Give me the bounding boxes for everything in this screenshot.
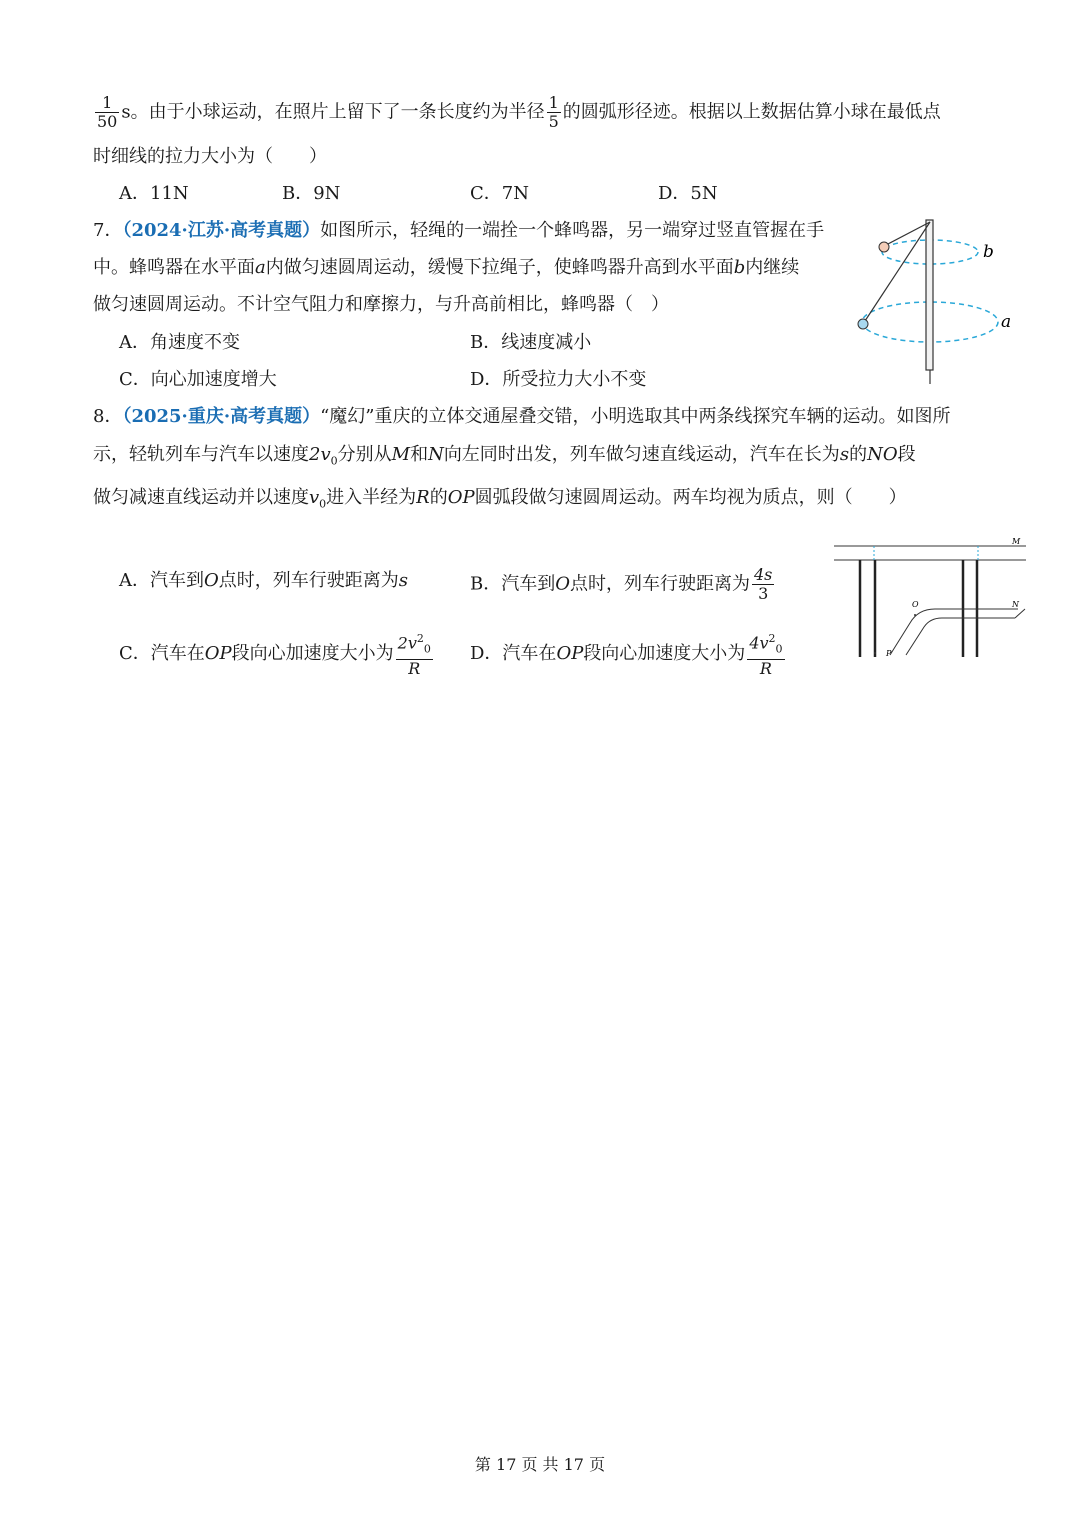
label-P: P <box>886 649 892 658</box>
vertical-tube <box>926 220 933 370</box>
fraction-1-50: $\frac{1}{50}$ <box>97 93 118 131</box>
q8-option-d: D．汽车在OP段向心加速度大小为 $\frac{4v^2_0}{R}$ <box>470 632 783 678</box>
q8-line-3: 做匀减速直线运动并以速度$v_0$进入半经为R的OP圆弧段做匀速圆周运动。两车均视为质点，则（ ） <box>93 487 907 511</box>
label-N: N <box>1012 600 1019 609</box>
fraction-4v0sq-R: $\frac{4v^2_0}{R}$ <box>749 632 783 678</box>
fraction-2v0sq-R: $\frac{2v^2_0}{R}$ <box>397 632 431 678</box>
q6-option-d: D．5N <box>658 183 718 204</box>
q6-line-2: 时细线的拉力大小为（ ） <box>93 146 327 167</box>
string-lower <box>863 222 930 324</box>
q6-option-c: C．7N <box>470 183 529 204</box>
label-M: M <box>1012 537 1021 546</box>
q8-line-1: 8．（2025·重庆·高考真题）“魔幻”重庆的立体交通屋叠交错，小明选取其中两条线探究车辆的运动。如图所 <box>93 406 951 427</box>
q7-line-1: 7．（2024·江苏·高考真题）如图所示，轻绳的一端拴一个蜂鸣器，另一端穿过竖直管握在手 <box>93 220 825 241</box>
q7-line-2: 中。蜂鸣器在水平面a内做匀速圆周运动，缓慢下拉绳子，使蜂鸣器升高到水平面b内继续 <box>93 257 800 278</box>
q6-option-a: A．11N <box>119 183 189 204</box>
q8-line-2: 示，轻轨列车与汽车以速度$2v_0$分别从M和N向左同时出发，列车做匀速直线运动，汽车在长为s的NO段 <box>93 444 916 468</box>
road-upper-edge <box>890 609 1018 655</box>
fraction-4s-3: $\frac{4s}{3}$ <box>754 565 773 603</box>
q7-option-a: A．角速度不变 <box>119 332 240 353</box>
road-lower-edge <box>906 618 1015 655</box>
label-O: O <box>912 600 919 609</box>
q8-option-b: B．汽车到O点时，列车行驶距离为 $\frac{4s}{3}$ <box>470 565 773 603</box>
page-footer: 第 17 页 共 17 页 <box>474 1455 606 1474</box>
q6-line-1: $\frac{1}{50}$ s。由于小球运动，在照片上留下了一条长度约为半径 $\frac{1}{5}$ 的圆弧形径迹。根据以上数据估算小球在最低点 <box>97 93 941 131</box>
label-a: a <box>1001 312 1012 332</box>
fraction-1-5: $\frac{1}{5}$ <box>548 93 559 131</box>
q8-figure-traffic <box>830 535 1030 660</box>
q7-line-3: 做匀速圆周运动。不计空气阻力和摩擦力，与升高前相比，蜂鸣器（ ） <box>93 294 669 315</box>
q7-option-d: D．所受拉力大小不变 <box>470 369 647 390</box>
q7-figure-buzzer <box>850 212 1030 392</box>
q7-option-c: C．向心加速度增大 <box>119 369 277 390</box>
q8-source-tag: （2025·重庆·高考真题） <box>122 406 321 427</box>
buzzer-upper <box>879 242 889 252</box>
label-b: b <box>983 242 994 262</box>
q8-option-c: C．汽车在OP段向心加速度大小为 $\frac{2v^2_0}{R}$ <box>119 632 431 678</box>
buzzer-lower <box>858 319 868 329</box>
q7-option-b: B．线速度减小 <box>470 332 592 353</box>
q6-option-b: B．9N <box>282 183 341 204</box>
q7-source-tag: （2024·江苏·高考真题） <box>122 220 321 241</box>
string-upper <box>884 222 930 246</box>
q8-option-a: A．汽车到O点时，列车行驶距离为s <box>119 570 409 591</box>
